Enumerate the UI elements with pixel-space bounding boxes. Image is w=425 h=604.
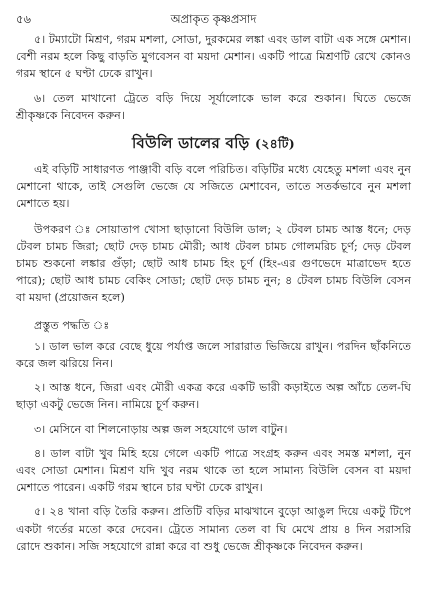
method-step-1: ১। ডাল ভাল করে বেছে ধুয়ে পর্যাপ্ত জলে সারারাত ভিজিয়ে রাখুন। পরদিন ছাঁকনিতে করে জল ঝরিয়ে নিন। <box>16 339 411 371</box>
previous-recipe-step-5: ৫। টম্যাটো মিশ্রণ, গরম মশলা, সোডা, দুরকমের লঙ্কা এবং ডাল বাটা এক সঙ্গে মেশান। বেশী নরম হলে কিছু বাড়তি মুগবেসন বা ময়দা মেশান। একটি পাত্রে মিশ্রণটি রেখে কোনও গরম স্থানে ৫ ঘণ্টা ঢেকে রাখুন। <box>16 33 411 81</box>
previous-recipe-step-6: ৬। তেল মাখানো ট্রেতে বড়ি দিয়ে সূর্যালোকে ভাল করে শুকান। ঘিতে ভেজে শ্রীকৃষ্ণকে নিবেদন করুন। <box>16 91 411 122</box>
recipe-title-text: বিউলি ডালের বড়ি <box>132 134 250 153</box>
recipe-description: এই বড়িটি সাধারণত পাঞ্জাবী বড়ি বলে পরিচিত। বড়িটির মধ্যে যেহেতু মশলা এবং নুন মেশানো থাকে, তাই সেগুলি ভেজে যে সজিতে মেশাবেন, তাতে সতর্কভাবে নুন মশলা মেশাতে হয়। <box>16 163 411 211</box>
ingredients-label: উপকরণ ঃ <box>34 222 92 236</box>
recipe-count: (২৪টি) <box>255 136 295 152</box>
ingredients-paragraph <box>16 221 411 307</box>
method-step-3: ৩। মেসিনে বা শিলনোড়ায় অল্প জল সহযোগে ডাল বাটুন। <box>34 422 288 436</box>
recipe-title <box>16 132 411 155</box>
page-header <box>16 10 411 28</box>
running-title: অপ্রাকৃত কৃষ্ণপ্রসাদ <box>170 12 257 26</box>
method-title: প্রস্তুত পদ্ধতি ঃ <box>34 318 110 332</box>
ingredients-text: সোয়াতাপ খোসা ছাড়ানো বিউলি ডাল; ২ টেবল চামচ আস্ত ধনে; দেড় টেবল চামচ জিরা; ছোট দেড় চামচ মৌরী; আধ টেবল চামচ গোলমরিচ চূর্ণ; দেড় টেবল চামচ শুকনো লঙ্কার গুঁড়া; ছোট আধ চামচ হিং চূর্ণ (হিং-এর গুণভেদে মাত্রাভেদ হতে পারে); ছোট আধ চামচ বেকিং সোডা; ছোট দেড় চামচ নুন; ৪ টেবল চামচ বিউলি বেসন বা ময়দা (প্রয়োজন হলে) <box>16 222 412 305</box>
page-number: ৫৬ <box>16 12 31 26</box>
method-step-2: ২। আস্ত ধনে, জিরা এবং মৌরী একত্র করে একটি ভারী কড়াইতে অল্প আঁচে তেল-ঘি ছাড়া একটু ভেজে নিন। নামিয়ে চূর্ণ করুন। <box>16 381 411 412</box>
method-step-5: ৫। ২৪ খানা বড়ি তৈরি করুন। প্রতিটি বড়ির মাঝখানে বুড়ো আঙুল দিয়ে একটু টিপে একটা গর্তের মতো করে দেবেন। ট্রেতে সামান্য তেল বা ঘি মেখে প্রায় ৪ দিন সরাসরি রোদে শুকান। সজি সহযোগে রান্না করে বা শুধু ভেজে শ্রীকৃষ্ণকে নিবেদন করুন। <box>16 505 411 553</box>
method-step-4: ৪। ডাল বাটা খুব মিহি হয়ে গেলে একটি পাত্রে সংগ্রহ করুন এবং সমস্ত মশলা, নুন এবং সোডা মেশান। মিশ্রণ যদি খুব নরম থাকে তা হলে সামান্য বিউলি বেসন বা ময়দা মেশাতে পারেন। একটি গরম স্থানে চার ঘণ্টা ঢেকে রাখুন। <box>16 446 411 495</box>
